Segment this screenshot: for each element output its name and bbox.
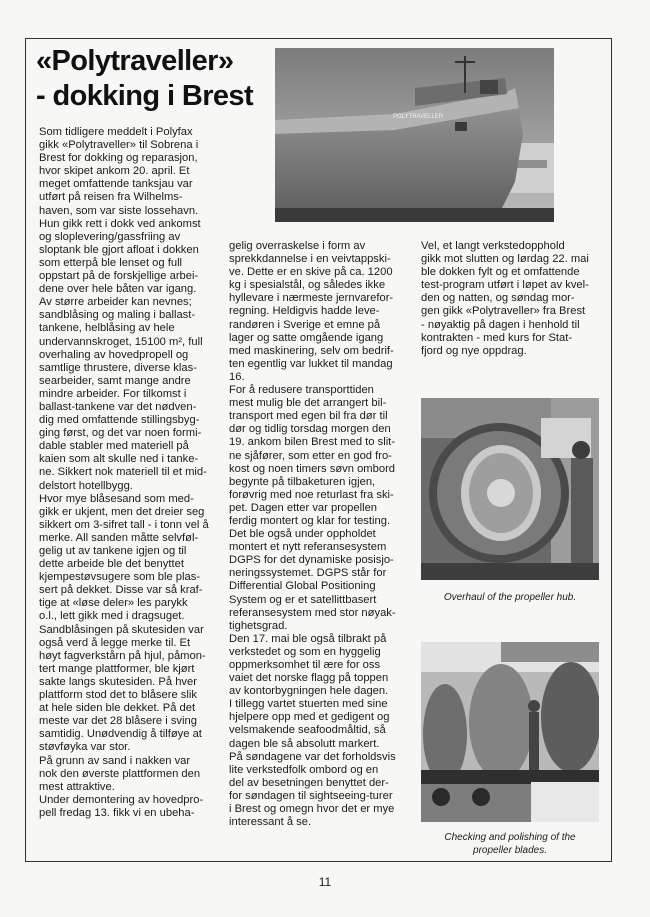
title-line-1: «Polytraveller» bbox=[36, 45, 234, 77]
caption-propeller-hub: Overhaul of the propeller hub. bbox=[443, 592, 577, 603]
paragraph: gelig overraskelse i form av sprekkdannelse i en veivtappski- ve. Dette er en skive på ca. 1200 kg i spesialstål, og således ikke hyllevare i nærmeste jernvarefor- regning. Heldigvis hadde leve- randøren i Sverige et emne på lager og satte omgående igang med maskinering, selv om bedrif- ten egentlig var lukket til mandag 16. bbox=[229, 240, 394, 383]
article-column-2 bbox=[229, 240, 409, 829]
page-number: 11 bbox=[318, 875, 332, 889]
paragraph: Vel, et langt verkstedopphold gikk mot slutten og lørdag 22. mai ble dokken fylt og et omfattende test-program utført i løpet av kvel- den og natten, og søndag mor- gen gikk «Polytraveller» fra Brest - nøyaktig på dagen i henhold til kontrakten - med kurs for Stat- fjord og nye oppdrag. bbox=[421, 240, 589, 357]
paragraph: Sandblåsingen på skutesiden var også verd å legge merke til. Et høyt fagverkstårn på hjul, påmon- tert mange plattformer, ble kjørt sakte langs skutesiden. På hver plattform stod det to blåsere slik at hele siden ble dekket. På det meste var det 28 blåsere i sving samtidig. Unødvendig å tilføye at støvføyka var stor. bbox=[39, 623, 206, 754]
propeller-blades-photo bbox=[421, 642, 599, 822]
title-line-2: - dokking i Brest bbox=[36, 80, 253, 112]
paragraph: Hvor mye blåsesand som med- gikk er ukjent, men det dreier seg sikkert om 3-sifret tall - i tonn vel å merke. All sanden måtte selvføl- gelig ut av tankene igjen og til dette arbeide ble det benyttet kjempestøvsugere som ble plas- sert på dekket. Disse var så kraf- tige at «løse deler» les parykk o.l., lett gikk med i dragsuget. bbox=[39, 492, 209, 623]
article-title bbox=[36, 44, 266, 114]
paragraph: På søndagene var det forholdsvis lite verkstedfolk ombord og en del av besetningen benyttet der- for søndagen til sightseeing-turer i Brest og omegn hvor det er mye interessant å se. bbox=[229, 750, 396, 829]
article-column-1 bbox=[39, 126, 217, 820]
paragraph: Den 17. mai ble også tilbrakt på verkstedet og som en hyggelig oppmerksomhet til ære for oss vaiet det norske flagg på toppen av kontorbygningen hele dagen. I tillegg vartet stuerten med sine hjelpere opp med et gedigent og velsmakende seafoodmåltid, så dagen ble så absolutt markert. bbox=[229, 632, 390, 750]
paragraph: For å redusere transporttiden mest mulig ble det arrangert bil- transport med egen bil fra dør til dør og tidlig torsdag morgen den 19. ankom bilen Brest med to slit- ne sjåfører, som etter en god fro- kost og noen timers søvn ombord begynte på tilbaketuren igjen, forøvrig med noe returlast fra ski- pet. Dagen etter var propellen ferdig montert og klar for testing. Det ble også under oppholdet montert et nytt referansesystem DGPS for det dynamiske posisjo- neringssystemet. DGPS står for Differential Global Positioning System og er et satellittbasert referansesystem med stor nøyak- tighetsgrad. bbox=[229, 384, 396, 632]
caption-propeller-blades: Checking and polishing of the propeller blades. bbox=[444, 832, 576, 856]
propeller-hub-photo bbox=[421, 398, 599, 580]
paragraph: Under demontering av hovedpro- pell fredag 13. fikk vi en ubeha- bbox=[39, 793, 204, 819]
paragraph: Som tidligere meddelt i Polyfax gikk «Polytraveller» til Sobrena i Brest for dokking og reparasjon, hvor skipet ankom 20. april. Et meget omfattende tanksjau var utført på reisen fra Wilhelms- haven, som var siste lossehavn. Hun gikk rett i dokk ved ankomst og sloplevering/gassfriing av sloptank ble gjort afloat i dokken som etterpå ble lenset og full oppstart på de forskjellige arbei- dene over hele båten var igang. Av større arbeider kan nevnes; sandblåsing og maling i ballast- tankene, helblåsing av hele undervannskroget, 15100 m², full overhaling av hovedpropell og samtlige thrustere, diverse klas- searbeider, samt mange andre mindre arbeider. For tilkomst i ballast-tankene var det nødven- dig med omfattende stillingsbyg- ging først, og det var noen formi- dable stabler med materiell på kaien som alt skulle ned i tanke- ne. Sikkert nok materiell til et mid- delstort hotellbygg. bbox=[39, 126, 207, 492]
ship-photo bbox=[275, 48, 554, 222]
paragraph: På grunn av sand i nakken var nok den øverste plattformen den mest attraktive. bbox=[39, 754, 201, 793]
ship-name-text: POLYTRAVELLER bbox=[393, 114, 444, 120]
article-column-3 bbox=[421, 240, 599, 358]
